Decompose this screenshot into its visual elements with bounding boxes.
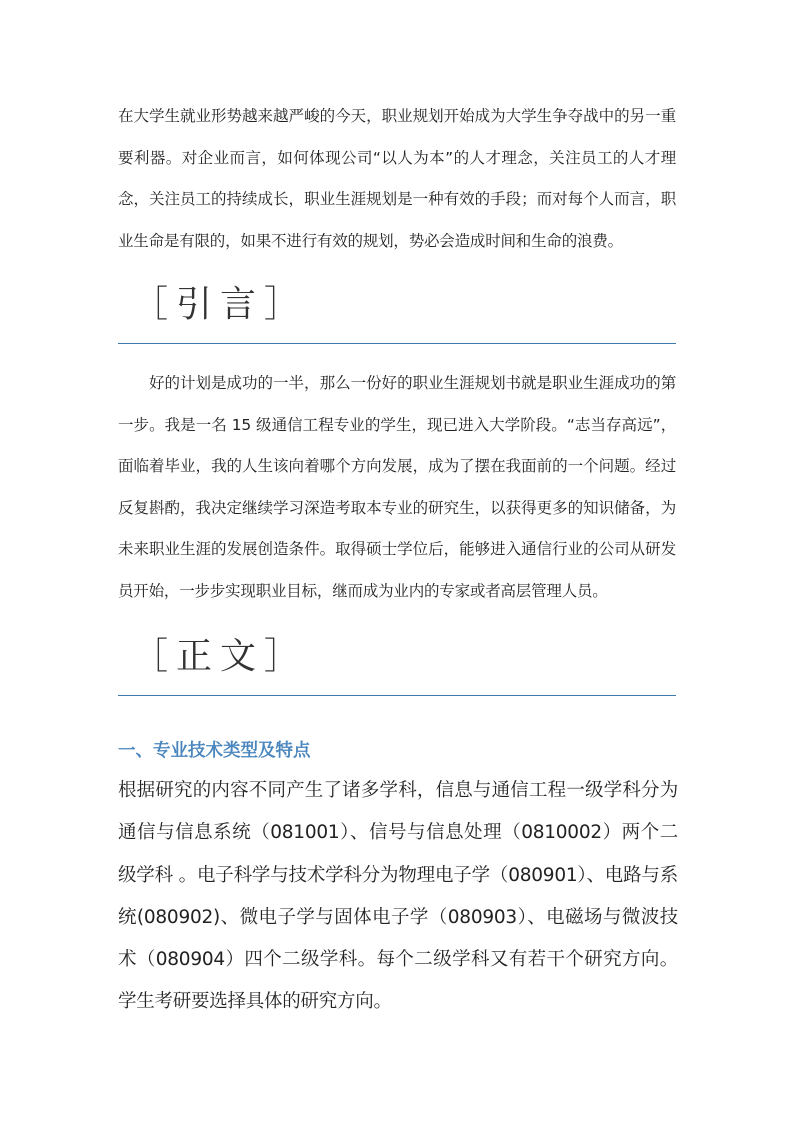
section-divider bbox=[118, 695, 676, 696]
section-divider bbox=[118, 343, 676, 344]
intro-paragraph: 在大学生就业形势越来越严峻的今天，职业规划开始成为大学生争夺战中的另一重要利器。对企业而言，如何体现公司“以人为本”的人才理念，关注员工的人才理念，关注员工的持续成长，职业生涯规划是一种有效的手段；而对每个人而言，职业生命是有限的，如果不进行有效的规划，势必会造成时间和生命的浪费。 bbox=[118, 107, 676, 250]
foreword-heading: ［引言］ bbox=[132, 284, 309, 325]
foreword-paragraph: 好的计划是成功的一半，那么一份好的职业生涯规划书就是职业生涯成功的第一步。我是一名 15 级通信工程专业的学生，现已进入大学阶段。“志当存高远”，面临着毕业，我的人生该向着哪个方向发展，成为了摆在我面前的一个问题。经过反复斟酌，我决定继续学习深造考取本专业的研究生，以获得更多的知识储备，为未来职业生涯的发展创造条件。取得硕士学位后，能够进入通信行业的公司从研发员开始，一步步实现职业目标，继而成为业内的专家或者高层管理人员。 bbox=[118, 374, 676, 600]
body-heading: ［正文］ bbox=[132, 636, 309, 677]
section-1-paragraph: 根据研究的内容不同产生了诸多学科，信息与通信工程一级学科分为通信与信息系统（081001）、信号与信息处理（0810002）两个二级学科 。电子科学与技术学科分为物理电子学（080901）、电路与系统(080902)、微电子学与固体电子学（080903）、电磁场与微波技术（080904）四个二级学科。每个二级学科又有若干个研究方向。学生考研要选择具体的研究方向。 bbox=[118, 780, 678, 1013]
section-1-title: 一、专业技术类型及特点 bbox=[118, 741, 311, 761]
